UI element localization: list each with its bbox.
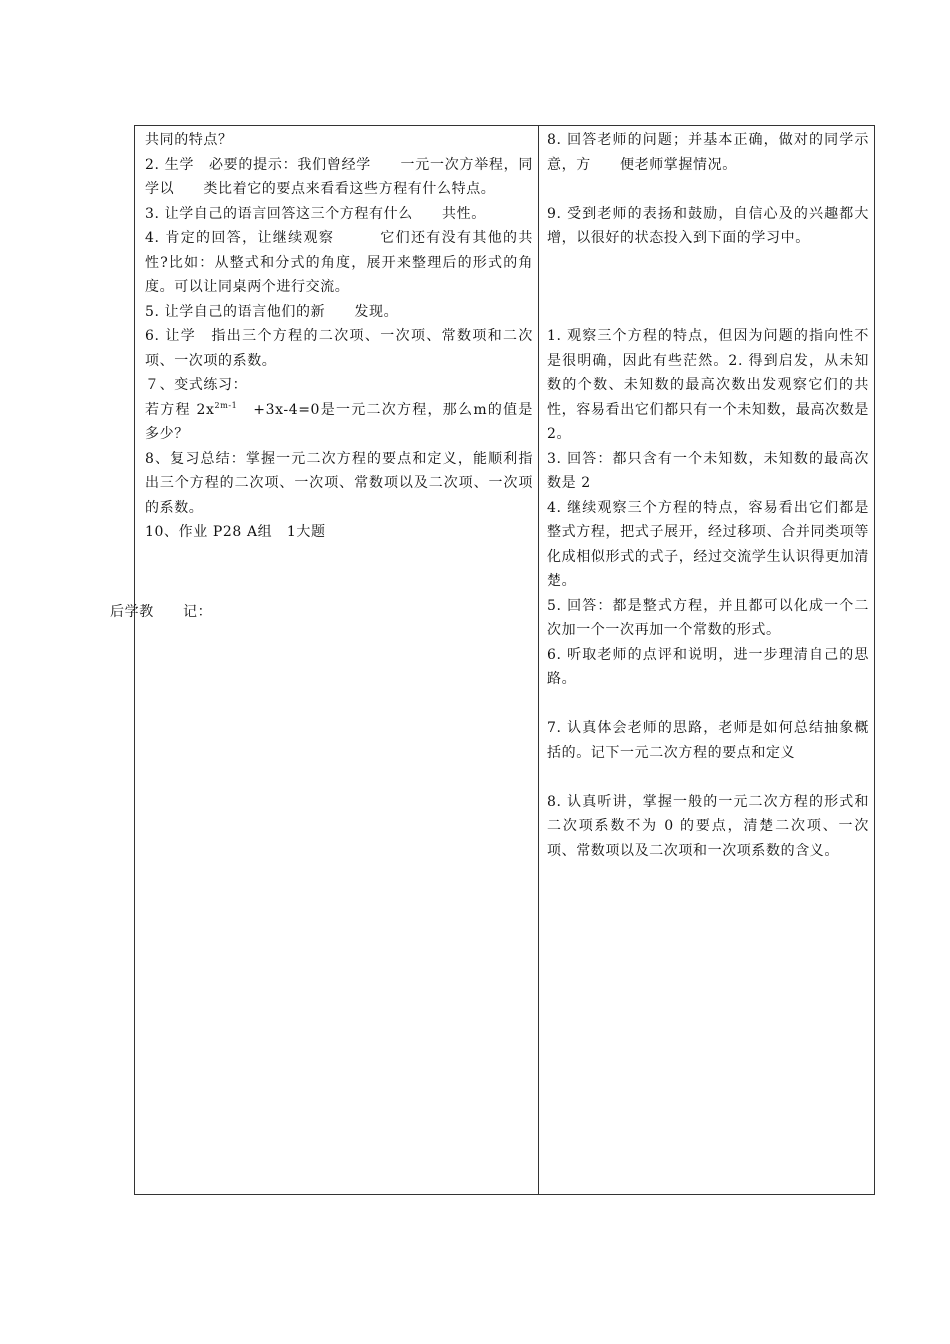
left-paragraph-2: 2. 生学 必要的提示：我们曾经学 一元一次方举程，同学以 类比着它的要点来看看这些方程有什么特点。 <box>145 156 533 197</box>
equation-exponent: 2m-1 <box>214 400 238 410</box>
left-paragraph-7: ７、变式练习： <box>145 377 248 393</box>
post-teaching-note: 后学教 记： <box>110 604 213 620</box>
left-paragraph-5: 5. 让学自己的语言他们的新 发现。 <box>145 303 399 320</box>
spacer <box>547 275 869 300</box>
column-divider <box>538 125 539 1195</box>
left-paragraph-3: 3. 让学自己的语言回答这三个方程有什么 共性。 <box>145 205 486 222</box>
spacer <box>547 765 869 790</box>
teacher-activity-column <box>145 128 533 545</box>
student-activity-column <box>547 128 869 863</box>
spacer <box>547 177 869 202</box>
equation-text-before: 若方程 2x <box>145 401 215 418</box>
left-paragraph-homework: 10、作业 P28 A组 1大题 <box>145 524 326 540</box>
equation-text-after: +3x-4=0是一元二次方程，那么m的值是多少？ <box>145 401 533 442</box>
spacer <box>547 692 869 717</box>
right-paragraph-4: 3. 回答：都只含有一个未知数，未知数的最高次数是 2 <box>547 450 869 491</box>
left-paragraph-1: 共同的特点？ <box>145 132 233 148</box>
right-paragraph-7: 6. 听取老师的点评和说明，进一步理清自己的思路。 <box>547 646 869 687</box>
right-paragraph-6: 5. 回答：都是整式方程，并且都可以化成一个二次加一个一次再加一个常数的形式。 <box>547 597 869 638</box>
spacer <box>547 251 869 276</box>
right-paragraph-5: 4. 继续观察三个方程的特点，容易看出它们都是整式方程，把式子展开，经过移项、合并同类项等化成相似形式的式子，经过交流学生认识得更加清楚。 <box>547 499 869 589</box>
right-paragraph-8: 7. 认真体会老师的思路，老师是如何总结抽象概括的。记下一元二次方程的要点和定义 <box>547 720 869 761</box>
left-paragraph-summary: 8、复习总结：掌握一元二次方程的要点和定义，能顺利指出三个方程的二次项、一次项、常数项以及二次项、一次项的系数。 <box>145 450 533 516</box>
variant-exercise-equation <box>145 398 533 447</box>
right-paragraph-3: 1. 观察三个方程的特点，但因为问题的指向性不是很明确，因此有些茫然。2. 得到启发，从未知数的个数、未知数的最高次数出发观察它们的共性，容易看出它们都只有一个未知数，最高次数是 2。 <box>547 328 869 442</box>
right-paragraph-1: 8. 回答老师的问题；并基本正确，做对的同学示意，方 便老师掌握情况。 <box>547 132 869 173</box>
right-paragraph-2: 9. 受到老师的表扬和鼓励，自信心及的兴趣都大增，以很好的状态投入到下面的学习中。 <box>547 205 869 246</box>
left-paragraph-6: 6. 让学 指出三个方程的二次项、一次项、常数项和二次项、一次项的系数。 <box>145 328 533 369</box>
spacer <box>547 300 869 325</box>
right-paragraph-9: 8. 认真听讲，掌握一般的一元二次方程的形式和二次项系数不为 0 的要点，清楚二次项、一次项、常数项以及二次项和一次项系数的含义。 <box>547 793 869 859</box>
left-paragraph-4: 4. 肯定的回答，让继续观察 它们还有没有其他的共性?比如：从整式和分式的角度，展开来整理后的形式的角度。可以让同桌两个进行交流。 <box>145 230 533 295</box>
